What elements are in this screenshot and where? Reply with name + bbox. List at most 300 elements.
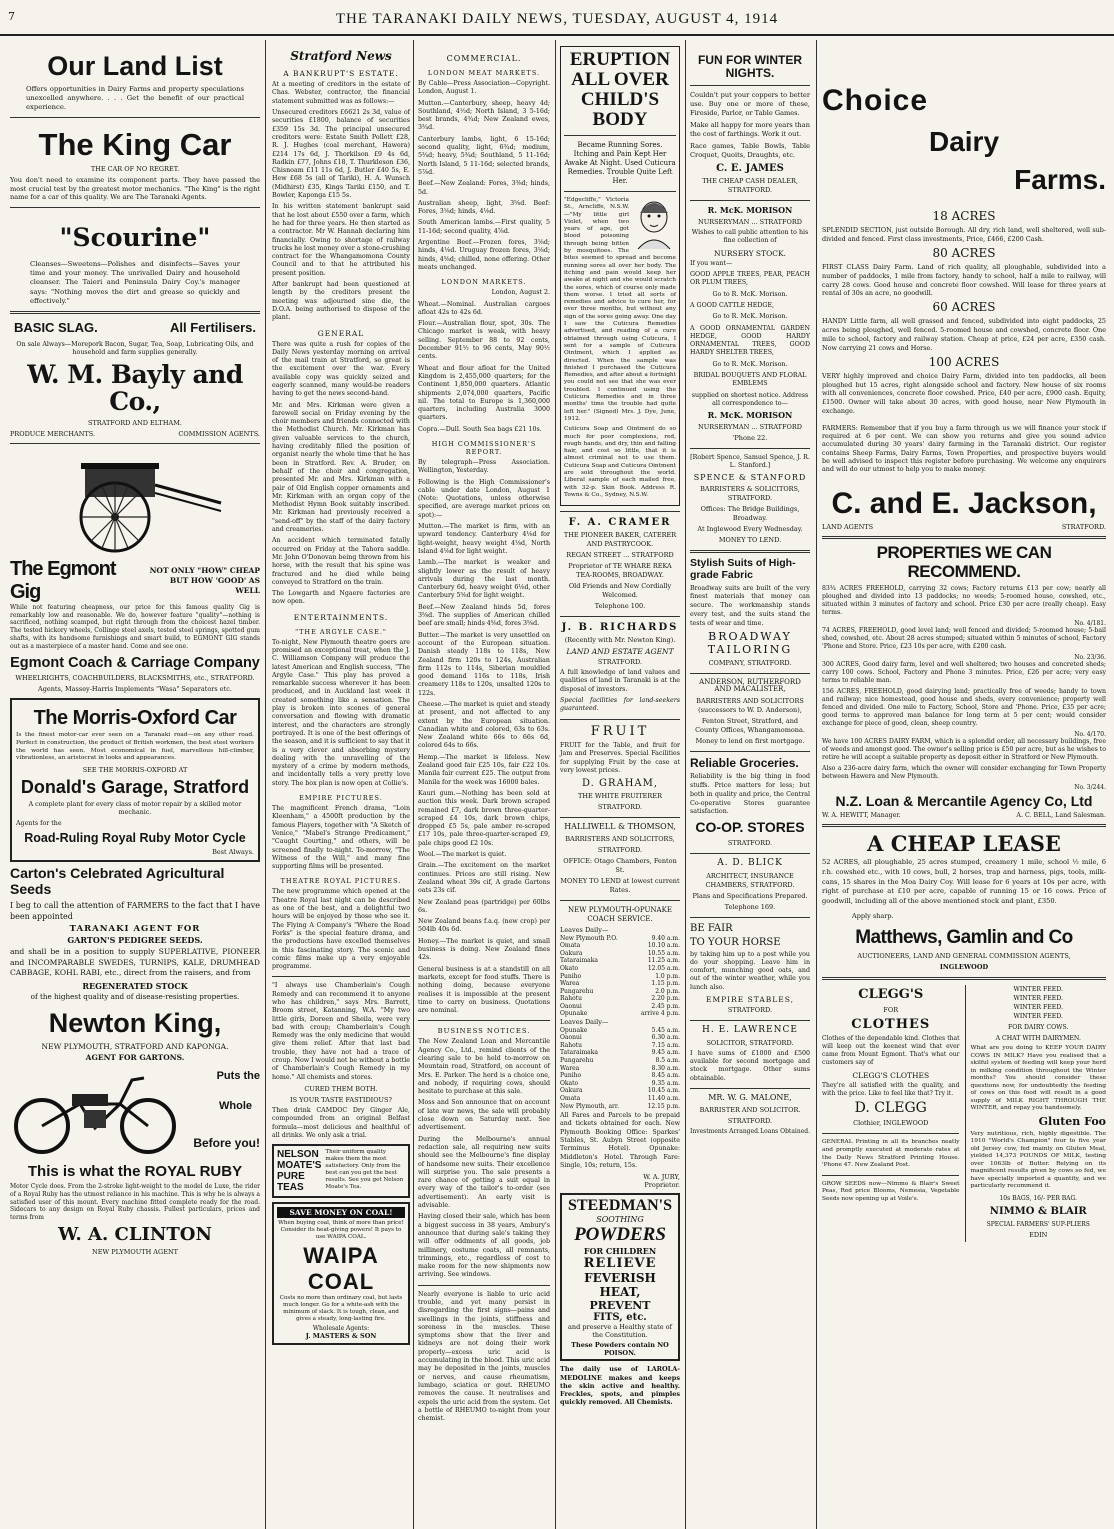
col3-p20: Hemp.—The market is lifeless. New Zealand good fair £25 10s, fair £22 10s. Manila fair current £25. The output from Manila for the week was 16000 bales. xyxy=(418,753,550,786)
scourine-title: "Scourine" xyxy=(59,223,211,253)
coach_rows2-time: 12.15 p.m. xyxy=(647,1102,680,1110)
col3-p14: Following is the High Commissioner's cable under date London, August 1 (Note: Quotations, unless otherwise specified, are average market prices on spot):— xyxy=(418,478,550,519)
halliwell-office: OFFICE: Otago Chambers, Fenton St. xyxy=(563,856,677,874)
coach_rows1-time: 2.0 p.m. xyxy=(655,987,680,995)
clinton-title: W. A. CLINTON xyxy=(58,1224,212,1246)
fruit-title: FRUIT xyxy=(590,723,650,739)
royal-ruby-title: This is what the ROYAL RUBY xyxy=(27,1162,243,1180)
carton-title: Carton's Celebrated Agricultural Seeds xyxy=(10,865,225,897)
coach_rows1-row xyxy=(560,988,680,996)
coach_rows1-stop: Oakura xyxy=(560,949,583,957)
coach_rows2-row xyxy=(560,1034,680,1042)
winter-sub: FOR DAIRY COWS. xyxy=(1007,1024,1069,1032)
newton-title: Newton King, xyxy=(48,1007,222,1038)
col3-p24: New Zealand peas (partridge) per 60lbs 6s. xyxy=(418,898,550,914)
coach_rows2-stop: Pungarehu xyxy=(560,1057,594,1065)
prop-300: 300 ACRES, Good dairy farm, level and well sheltered; two houses and concreted sheds; carry 100 cows. School, Factory and Phone 3 minutes. Price, £26 per acre; very easy terms to reliable man. xyxy=(822,660,1106,684)
egmont-agents: Agents, Massey-Harris Implements "Wasa" Separators etc. xyxy=(38,685,232,694)
winter-feed-3: WINTER FEED. xyxy=(1013,1004,1063,1012)
spence-sub: BARRISTERS & SOLICITORS, STRATFORD. xyxy=(700,485,800,503)
meat-head: LONDON MEAT MARKETS. xyxy=(427,69,541,77)
fun-list: Race games, Table Bowls, Table Croquet, Quoits, Draughts, etc. xyxy=(690,142,810,160)
investments: Investments Arranged. xyxy=(690,1127,760,1135)
cramer-addr: REGAN STREET ... STRATFORD xyxy=(566,551,674,560)
james-sub: THE CHEAP CASH DEALER, STRATFORD. xyxy=(702,177,798,195)
fertilisers-label: All Fertilisers. xyxy=(170,320,256,336)
puts-text: Puts the xyxy=(216,1069,260,1082)
coach-leave2: Leaves Daily— xyxy=(560,1018,609,1027)
grow-seeds: GROW SEEDS now—Nimmo & Blair's Sweet Peas, Red price Blooms, Nemesia, Vegetable Seeds now opening up at Voile's. xyxy=(822,1180,960,1202)
waipa-title: WAIPA COAL xyxy=(303,1243,379,1295)
spence-office: Offices: The Bridge Buildings, Broadway. xyxy=(700,505,800,523)
wholesale: Wholesale Agents: xyxy=(312,1325,370,1333)
graham-title: D. GRAHAM, xyxy=(581,778,659,790)
loans: Loans Obtained. xyxy=(760,1127,810,1135)
graham-town: STRATFORD. xyxy=(597,803,643,812)
coach_rows1-time: 10.10 a.m. xyxy=(647,942,680,950)
spence-at: At Inglewood Every Wednesday. xyxy=(697,525,803,534)
acres-18-body: SPLENDID SECTION, just outside Borough. All dry, rich land, well sheltered, well sub-divided and fenced. First class investments, Price, £466, £200 Cash. xyxy=(822,226,1106,243)
acres-60-body: HANDY Little farm, all well grassed and fenced, subdivided into eight paddocks, 25 acres being ploughed, well fenced. 5-roomed house and cowshed, concrete floor. One mile to school, factory and railway station. Cheap at price, £24 per acre, £350 cash. Now carrying 21 cows and Horse. xyxy=(822,317,1106,352)
general-printing: GENERAL Printing in all its branches neatly and promptly executed at moderate rates at the Daily News Stratford Printing House. 'Phone 47. New Zealand Post. xyxy=(822,1139,960,1169)
carton-regen: REGENERATED STOCK xyxy=(82,980,188,991)
coach_rows2-time: 7.15 a.m. xyxy=(651,1041,680,1049)
reliable-title: Reliable Groceries. xyxy=(690,756,799,771)
clegg-body: Clothes of the dependable kind. Clothes that will keep out the keenest wind that ever came from Mount Egmont. That's what our customers say of xyxy=(822,1034,960,1067)
steedman-heat: HEAT, xyxy=(599,1285,641,1300)
coach_rows2-stop: Omata xyxy=(560,1095,581,1102)
fair-body: by taking him up to a post while you do your shopping. Leave him in comfort, munching good oats, and out of the winter weather, while you lunch also. xyxy=(690,950,810,991)
coach_rows2-row xyxy=(560,1049,680,1057)
col2-p4: After bankrupt had been questioned at length by the creditors present the meeting was adjourned sine die, the D.O.A. being authorised to dispose of the plant. xyxy=(272,281,410,322)
coach_rows1-stop: Opunake xyxy=(560,1010,588,1018)
coach_rows1-time: 12.05 a.m. xyxy=(647,964,680,972)
clinton-addr: NEW PLYMOUTH AGENT xyxy=(92,1247,178,1256)
coach_rows1-time: 1.15 p.m. xyxy=(651,980,680,988)
goto-3: Go to R. McK. Morison. xyxy=(712,360,788,368)
col3-p10: Flour.—Australian flour, spot, 30s. The Chicago market is weak, with heavy selling. September 88 to 92 cents, December 91½ to 96 cents, May 90½ cents. xyxy=(418,320,550,361)
jackson-stratford: STRATFORD. xyxy=(1061,523,1106,532)
empire-head: EMPIRE PICTURES. xyxy=(299,794,383,803)
column-4 xyxy=(556,40,684,1525)
loan-row xyxy=(822,812,1106,819)
column-1 xyxy=(6,40,264,1525)
blick-sub: ARCHITECT, INSURANCE CHAMBERS, STRATFORD. xyxy=(705,871,795,889)
want6: supplied on shortest notice. Address all correspondence to— xyxy=(691,391,809,407)
coach_rows1-time: 9.40 a.m. xyxy=(651,934,680,942)
col2-p7: An accident which terminated fatally occurred on Friday at the Tahora saddle. Mr. John O'Donovan being thrown from his horse, with the result that his spine was fractured and he died while being conveyed to Stratford on the train. xyxy=(272,537,410,586)
coach_rows1-row xyxy=(560,950,680,958)
coach_rows1-stop: Pungarehu xyxy=(560,987,594,995)
col3-p12: Copra.—Dull. South Sea bags £21 10s. xyxy=(418,425,542,433)
goto-2: Go to R. McK. Morison. xyxy=(712,313,788,321)
col2-p5: There was quite a rush for copies of the Daily News yesterday morning on arrival of the mail train at Stratford, so great is the excitement over the war. Every available copy was quickly seized and eagerly scanned, many would-be readers having to get the news second-hand. xyxy=(272,340,410,398)
king-car-sub: THE CAR OF NO REGRET. xyxy=(90,164,180,173)
farms-title: Farms. xyxy=(1014,164,1106,195)
coach_rows1-time: arrive 4 p.m. xyxy=(640,1010,680,1018)
coach_rows2-time: 8.45 a.m. xyxy=(651,1072,680,1080)
blick-tel: Telephone 169. xyxy=(724,902,776,911)
col3-p13: By telegraph—Press Association. Wellington, Yesterday. xyxy=(418,458,550,475)
malone-sub: BARRISTER AND SOLICITOR. xyxy=(699,1105,801,1114)
coach_rows1-row xyxy=(560,957,680,965)
col2-p2: Unsecured creditors £6621 2s 3d, value of securities £1800, balance of securities £359 15s 3d. The principal unsecured creditors were: Estate Smith Pollett £28, R. J. Hughes (coal merchant, Hawera) £214 17s 6d, J. Thorkilson £9 4s 6d, Radkin £77, Johns £18, T. Thurkleson £36, Chisnoam £11 11s 6d, J. Butler £40 5s, E. Hew £68 5s (all of Tariki), H. A. Wunsch (Midhirst) £35, Kings Tariki £150, and T. Bowler, Kaponga £15 5s. xyxy=(272,109,410,200)
eruption-body: "Edgecliffe," Victoria St., Arncliffe, N.S.W.—"My little girl Violet, when two years of age, got blood poisoning through being bitten by mosquitoes. The bites seemed to spread and become running sores all over her body. The itching and pain would keep her awake at night and she would scratch the sores, which of course only made them worse. I tried all sorts of remedies and advice to cure her, for over three months, but without any sign of the sores going away. One day I saw the Cuticura Remedies advertised, and reading of a cure obtained through using Cuticura, I sent for a sample of Cuticura Ointment, which I applied as directed. When the sample was finished I purchased the Cuticura Remedies, and after about a fortnight you could not see that she was ever troubled. I continued using the Cuticura Remedies and in three months' time the trouble had quite left her." (Signed) Mrs. J. Dye, June, 1912. xyxy=(564,197,676,422)
coach-leave: Leaves Daily— xyxy=(560,925,609,934)
morison-phone: 'Phone 22. xyxy=(732,434,768,443)
business-head: BUSINESS NOTICES. xyxy=(437,1027,531,1036)
fair-title2: TO YOUR HORSE xyxy=(690,936,781,948)
land-list-body: Offers opportunities in Dairy Farms and property speculations unexcelled anywhere. . . . Get the benefit of our practical experience. xyxy=(26,84,244,111)
col3-p18: Butter.—The market is very unsettled on account of the European situation. Danish steady 118s to 118s, New Zealand firm 120s to 124s, Australian firm 112s to 114s, Siberian mouldled good demand 116s to 118s, Irish creamery 118s to 120s, unsalted 120s to 122s. xyxy=(418,631,550,697)
slag-body: On sale Always—Morepork Bacon, Sugar, Tea, Soap, Lubricating Oils, and household and farm supplies generally. xyxy=(16,341,254,357)
commercial-head: COMMERCIAL. xyxy=(446,54,522,63)
masthead-title: THE TARANAKI DAILY NEWS, TUESDAY, AUGUST 4, 1914 xyxy=(335,11,779,27)
coach_rows2-stop: Oakura xyxy=(560,1087,583,1095)
column-5 xyxy=(686,40,814,1525)
ruby-line: Road-Ruling Royal Ruby Motor Cycle xyxy=(24,830,246,845)
newton-sub: NEW PLYMOUTH, STRATFORD AND KAPONGA. xyxy=(41,1041,229,1051)
prop-other: We have 100 ACRES DAIRY FARM, which is a splendid order, all necessary buildings, free of weeds and amongst good. The owner's selling price is £50 per acre, but as he wishes to retire he will accept a suitable property as deposit either in Stratford or New Plymouth. xyxy=(822,737,1106,761)
want1: If you want— xyxy=(690,259,733,267)
coach_rows2-row xyxy=(560,1095,680,1103)
column-6 xyxy=(818,40,1110,1525)
col3-p28: The New Zealand Loan and Mercantile Agency Co., Ltd., remind clients of the clearing sale to be held to-morrow on Mountain road, Stratford, on account of Mrs. E. Parker. The herd is a choice one, and nobody, if requiring cows, should hesitate to purchase at this sale. xyxy=(418,1038,550,1096)
save-body: When buying coal, think of more than price! Consider its heat-giving powers! It pays to use WAIPA COAL. xyxy=(278,1220,404,1241)
broadway-title: BROADWAY TAILORING xyxy=(707,630,793,656)
coach_rows1-stop: Okato xyxy=(560,964,579,972)
want3: A GOOD CATTLE HEDGE, xyxy=(690,301,775,309)
richards-town: STRATFORD. xyxy=(597,658,643,667)
newton-agent: AGENT FOR GARTONS. xyxy=(85,1052,185,1062)
coach_rows2-time: 10.45 a.m. xyxy=(647,1087,680,1095)
steedman-relieve: RELIEVE xyxy=(583,1256,657,1272)
stylish-body: Broadway suits are built of the very finest materials that money can secure. The workmanship stands every test, and the suits stand the tests of wear and time. xyxy=(690,584,810,627)
apply-sharp: Apply sharp. xyxy=(852,912,894,921)
coach_rows2-row xyxy=(560,1027,680,1035)
lawrence-title: H. E. LAWRENCE xyxy=(702,1024,798,1035)
bell: A. C. BELL, Land Salesman. xyxy=(1016,812,1106,820)
prop-other2-no: No. 3/244. xyxy=(1074,783,1106,791)
bayly-title: W. M. Bayly and Co., xyxy=(27,359,243,417)
coach_rows2-row xyxy=(560,1057,680,1065)
col3-p3: Canterbury lambs, light, 6 15-16d; second quality, light, 6¾d; medium, 5¾d; heavy, 5¾d; Southland, 5 11-16d; North Island, 5 11-16d; selected brands, 5⅞d. xyxy=(418,135,550,176)
land-agents: LAND AGENTS xyxy=(822,523,874,532)
coach_rows1-row xyxy=(560,980,680,988)
morris-see: SEE THE MORRIS-OXFORD AT xyxy=(82,765,188,774)
graham-sub: THE WHITE FRUITERER xyxy=(578,792,662,801)
col2-p3: In his written statement bankrupt said that he lost about £550 over a farm, which he had for three years. He then started as a contractor. Mr W. Hannah declaring him financially. Owing to shortage of railway trucks he lost money over a stone-crushing contract for the Whangamomona County Council and to that he attributed his present position. xyxy=(272,203,410,277)
malone-town: STRATFORD. xyxy=(727,1116,773,1125)
col3-p29: Moss and Son announce that on account of late war news, the sale will probably close down on Saturday next. See advertisement. xyxy=(418,1099,550,1132)
col2-p10: The magnificent French drama, "Loin Kleenham," a 4500ft production by the famous Players, together with "A Sketch of Venice," "Mabel's Strange Predicament," "Caught Courting," and others, will be screened finally to-night. To-morrow, "The Witness of the Will," and many fine supporting films will be presented. xyxy=(272,805,410,871)
col3-p7: Argentine Beef.—Frozen fores, 3⅛d; hinds, 4⅛d. Uruguay frozen fores, 3⅛d; hinds, 4⅝d; chilled, none offering. Other meats unchanged. xyxy=(418,239,550,271)
produce-merchants: PRODUCE MERCHANTS. xyxy=(10,429,96,438)
winter-chat: A CHAT WITH DAIRYMEN. xyxy=(995,1035,1081,1043)
farmers-body: FARMERS: Remember that if you buy a farm through us we will finance your stock if required at 6 per cent. We can show you returns and give you sound advice accumulated during 30 years' dairy farming in the Taranaki district. Our register contains Sheep Farms, Dairy Farms, Town Properties, and prospective buyers would be well advised to inspect this register before purchasing. We welcome any enquirers and will do our utmost to help you to make money. xyxy=(822,423,1106,474)
winter-body: What are you doing to KEEP YOUR DAIRY COWS IN MILK? Have you realised that a skilful system of feeding will keep your herd in milking condition throughout the Winter months? You should consider these questions now, for undoubtedly the feeding of cows on this food will result in a good supply of MILK RIGHT THROUGH THE WINTER, and repay you handsomely. xyxy=(970,1045,1106,1112)
save-coal: SAVE MONEY ON COAL! xyxy=(277,1207,405,1218)
prop-74: 74 ACRES, FREEHOLD, good level land; well fenced and divided; 5-roomed house; 5-bail shed, cowshed, etc. About 28 acres stumped; situated within 5 minutes of school, Factory 'Phone and Store. Price, £23 10s per acre, with £200 cash. xyxy=(822,626,1106,650)
coach_rows1-stop: New Plymouth P.O. xyxy=(560,934,618,942)
argyle-head: "THE ARGYLE CASE." xyxy=(295,627,387,636)
basic-slag-label: BASIC SLAG. xyxy=(14,320,98,336)
col3-p2: Mutton.—Canterbury, sheep, heavy 4d; Southland, 4½d; North Island, 3 5-16d; best brands, 4¾d; New Zealand ewes, 3¾d. xyxy=(418,99,550,132)
acres-60: 60 ACRES xyxy=(932,300,996,315)
malone-title: MR. W. G. MALONE, xyxy=(708,1093,792,1103)
matthews-sub: AUCTIONEERS, LAND AND GENERAL COMMISSION AGENTS, xyxy=(857,952,1071,961)
gig-heading xyxy=(10,558,260,604)
col3-p17: Beef.—New Zealand hinds 5d, fores 3⅝d. The supplies of American chilled beef are small; hinds 4⅝d, fores 3⅝d. xyxy=(418,603,550,628)
coach_rows2-row xyxy=(560,1103,680,1111)
eruption-title: ERUPTION ALL OVER CHILD'S BODY xyxy=(569,49,671,130)
high-comm-head: HIGH COMMISSIONER'S REPORT. xyxy=(431,439,537,456)
motorcycle-illustration xyxy=(10,1066,180,1156)
land-list-title: Our Land List xyxy=(47,51,223,81)
cramer-sub: THE PIONEER BAKER, CATERER AND PASTRYCOOK. xyxy=(563,531,677,549)
nursery-stock: NURSERY STOCK. xyxy=(714,248,786,258)
malone-row xyxy=(690,1128,810,1135)
col3-p16: Lamb.—The market is weaker and slightly lower as the result of heavy arrivals during the last month. Canterbury 6d, heavy weight 6⅛d, other Canterbury 5⅝d for light weight. xyxy=(418,559,550,600)
bankrupt-head: A BANKRUPT'S ESTATE. xyxy=(283,69,399,79)
nursery-line: NURSERYMAN ... STRATFORD xyxy=(698,218,802,227)
royal-head: THEATRE ROYAL PICTURES. xyxy=(280,877,402,886)
jackson-row xyxy=(822,523,1106,531)
prop-156-no: No. 4/170. xyxy=(1074,730,1106,738)
richards-special: Special facilities for land-seekers guaranteed. xyxy=(560,697,680,713)
whole-text: Whole xyxy=(219,1099,252,1112)
general-head: GENERAL xyxy=(317,328,365,338)
richards-land: LAND AND ESTATE AGENT xyxy=(566,647,674,657)
coach_rows1-time: 1.0 p.m. xyxy=(655,972,680,980)
clegg-body2: They're all satisfied with the quality, and with the price. Like to feel like that? Try it. xyxy=(822,1081,960,1097)
coach-body: All Fares and Parcels to be prepaid and tickets obtained for each. New Plymouth Booking Office: Sparkes' Stables, St. Aubyn Street (opposite Terminus Hotel). Opunake: Middleton's Hotel. Through Fare: Single, 10s; return, 15s. xyxy=(560,1112,680,1169)
col2-p13: Then drink CAMDOC Dry Ginger Ale, compounded from an original Belfast formula—most delicious and healthful of all drinks. We only ask a trial. xyxy=(272,1106,410,1139)
morris-donald-box xyxy=(10,698,260,862)
want5: BRIDAL BOUQUETS AND FLORAL EMBLEMS xyxy=(693,372,807,388)
jury-sub: Proprietor. xyxy=(644,1181,680,1190)
col3-p15: Mutton.—The market is firm, with an upward tendency. Canterbury 4⅛d for light-weight, heavy weight 4⅛d, North Island 4⅛d for light weight. xyxy=(418,523,550,555)
broadway-co: COMPANY, STRATFORD. xyxy=(708,658,792,667)
column-2 xyxy=(268,40,414,1525)
eruption-body2: Cuticura Soap and Ointment do so much for poor complexions, red, rough hands, and dry, thin and falling hair, and cost so little, that it is almost criminal not to use them. Cuticura Soap and Cuticura Ointment are sold throughout the world. Liberal sample of each mailed free, with 32-p. Skin Book. Address R. Towns & Co., Sydney, N.S.W. xyxy=(564,426,676,498)
dclegg-title: D. CLEGG xyxy=(854,1100,927,1117)
clegg-clothes: CLOTHES xyxy=(851,1016,931,1032)
bayly-sub: STRATFORD AND ELTHAM. xyxy=(88,418,182,427)
gluten-price: 10s BAGS, 16/- PER BAG. xyxy=(999,1194,1077,1202)
carton-body2: and shall be in a position to supply SUPERLATIVE, PIONEER and INCOMPARABLE SWEDES, TURNIPS, KALE, DRUMHEAD CABBAGE, KOHL RABI, etc., direct from the raisers, and from xyxy=(10,947,260,978)
acres-18: 18 ACRES xyxy=(932,209,996,223)
cramer-title: F. A. CRAMER xyxy=(568,517,672,529)
coach_rows1-time: 2.45 p.m. xyxy=(651,1002,680,1010)
slag-row xyxy=(14,320,256,335)
empire-stables: EMPIRE STABLES, xyxy=(705,994,795,1004)
col3-p26: Honey.—The market is quiet, and small business is doing. New Zealand fines 42s. xyxy=(418,937,550,962)
choice-title: Choice xyxy=(822,84,929,117)
col2-p1: At a meeting of creditors in the estate of Chas. Webster, contractor, the financial statement submitted was as follows:— xyxy=(272,81,410,105)
col3-p31: Having closed their sale, which has been a biggest success in 38 years, Ambury's announce that during sale's taking they will offer oddments of all goods, job millinery, costume coats, all remnants, trimmings, etc., regardless of cost to make room for the new shipments now arriving. See windows. xyxy=(418,1213,550,1279)
nelson-title: NELSON MOATE'S PURE TEAS xyxy=(277,1149,322,1194)
halliwell-money: MONEY TO LEND at lowest current Rates. xyxy=(560,876,680,894)
column-3 xyxy=(414,40,554,1525)
loan-title: N.Z. Loan & Mercantile Agency Co, Ltd xyxy=(835,792,1093,809)
fair-title: BE FAIR xyxy=(690,922,733,934)
prop-83: 83¾ ACRES FREEHOLD, carrying 32 cows; Factory returns £13 per cow; nearly all ploughed and divided into 13 paddocks; no weeds; 5-roomed house, cowshed, etc., situated within 3 minutes of factory and school. Price £30 per acre (really cheap). Easy terms. xyxy=(822,584,1106,616)
child-portrait xyxy=(632,197,676,249)
bayly-row xyxy=(10,430,260,438)
coach_rows1-row xyxy=(560,935,680,943)
entertainments-head: ENTERTAINMENTS. xyxy=(293,612,389,622)
steedman-poison: These Powders contain NO POISON. xyxy=(571,1341,669,1358)
cuticura-ad xyxy=(560,46,680,506)
waipa-ad xyxy=(272,1202,410,1345)
gig-line2: BUT HOW 'GOOD' AS WELL xyxy=(169,575,260,595)
coach_rows1-stop: Tataraimaka xyxy=(560,957,598,965)
coach_rows2-stop: Opunake xyxy=(560,1026,588,1034)
gig-line1: NOT ONLY "HOW" CHEAP xyxy=(149,565,260,575)
coach_rows2-stop: New Plymouth, arr. xyxy=(560,1102,620,1110)
richards-title: J. B. RICHARDS xyxy=(561,622,679,634)
anderson-sub: BARRISTERS AND SOLICITORS (successors to W. D. Anderson), xyxy=(696,697,804,715)
want4: A GOOD ORNAMENTAL GARDEN HEDGE, GOOD HARDY ORNAMENTAL TREES, GOOD HARDY SHELTER TREES, xyxy=(690,324,810,357)
col3-p5: Australian sheep, light, 3⅝d. Beef: Fores, 3⅛d; hinds, 4⅛d. xyxy=(418,199,550,216)
col3-p23: Grain.—The excitement on the market continues. Prices are still rising. New Zealand wheat 39s cif, A grade Gartons oats 23s cif. xyxy=(418,862,550,895)
fruit-body: FRUIT for the Table, and fruit for Jam and Preserves. Special Facilities for supplying Fruit by the case at very lowest prices. xyxy=(560,741,680,774)
winter-feed-1: WINTER FEED. xyxy=(1013,986,1063,994)
halliwell-sub: BARRISTERS AND SOLICITORS, xyxy=(565,834,675,843)
page-number: 7 xyxy=(8,10,15,23)
dairy-title: Dairy xyxy=(928,126,1000,157)
james-title: C. E. JAMES xyxy=(716,163,784,175)
acres-100: 100 ACRES xyxy=(928,354,1000,369)
donald-agents: Agents for the xyxy=(16,820,62,828)
spence-money: MONEY TO LEND. xyxy=(718,536,782,545)
coach_rows2-stop: Puniho xyxy=(560,1072,582,1080)
coach_rows1-row xyxy=(560,1010,680,1018)
bottom-ads xyxy=(822,985,1106,1242)
donald-body: A complete plant for every class of motor repair by a skilled motor mechanic. xyxy=(28,800,242,816)
donald-title: Donald's Garage, Stratford xyxy=(20,776,250,797)
morison-title: R. McK. MORISON xyxy=(707,205,793,216)
coach_rows1-time: 11.25 a.m. xyxy=(647,957,680,965)
empire-town: STRATFORD. xyxy=(727,1005,773,1014)
gluten-title: Gluten Foo xyxy=(1038,1114,1106,1128)
col2-p9: To-night, New Plymouth theatre goers are promised an exceptional treat, when the J. C. Williamson Company will produce the latest American and English success, "The Argyle Case." This play has proved a remarkable success wherever it has been produced, and in Auckland last week it created something like a sensation. The play is broken into scenes of general conversation and flowing with dramatic interest, and the characters are strongly portrayed. It is one of the best offerings of the season, and it is sufficient to say that it is a very clever and absorbing mystery dealing with the unravelling of the mystery of a crime by modern methods, and incidentally tells a very pretty love story. The box plan is now open at Collie's. xyxy=(272,638,410,787)
coach_rows1-row xyxy=(560,995,680,1003)
ruby-body: Motor Cycle does. From the 2-stroke light-weight to the model de Luxe, the rider of a Royal Ruby has the utmost reliance in his machine. This is why he is always a satisfied user of this mount. Every machine fitted complete ready for the road. Sidecars to any design on Royal Ruby chassis. Fullest particulars, prices and terms from xyxy=(10,1183,260,1222)
steedman-for: FOR CHILDREN xyxy=(583,1246,657,1257)
prop-156: 156 ACRES, FREEHOLD, good dairying land; practically free of weeds; handy to town and railway; nice homestead, good house and sheds, every convenience; property well fenced and divided. One mile to Factory, School, Store and 'Phone. Price, £35 per acre; good terms to approved man balance for long term at 5 per cent; would consider exchange for piece of good, clean, sheep country. xyxy=(822,687,1106,727)
coach_rows1-stop: Rahotu xyxy=(560,995,582,1003)
coach_rows2-row xyxy=(560,1065,680,1073)
nelson-body: Their uniform quality makes them the most satisfactory. Only from the best can you get the best results. See you get Nelson Moate's Tea. xyxy=(325,1149,404,1191)
prop-74-no: No. 23/36. xyxy=(1074,653,1106,661)
matthews-town: INGLEWOOD xyxy=(939,963,989,972)
coach_rows1-row xyxy=(560,973,680,981)
coach_rows2-row xyxy=(560,1087,680,1095)
morison-body: Wishes to call public attention to his fine collection of xyxy=(691,229,809,245)
jackson-title: C. and E. Jackson, xyxy=(831,487,1097,521)
col3-p25: New Zealand beans f.a.q. (new crop) per 504lb 40s 6d. xyxy=(418,918,550,934)
coop-town: STRATFORD. xyxy=(727,838,773,847)
properties-title: PROPERTIES WE CAN RECOMMEND. xyxy=(876,543,1052,582)
cheap-lease-title: A CHEAP LEASE xyxy=(867,831,1061,857)
coach_rows1-stop: Omata xyxy=(560,942,581,950)
winter-feed-4: WINTER FEED. xyxy=(1013,1013,1063,1021)
steedman-soothing: SOOTHING xyxy=(596,1215,644,1225)
col2-p6: Mr. and Mrs. Kirkman were given a farewell social on Friday evening by the choir members and friends connected with the Methodist Church. Mr. Kirkman has given valuable services to the church, having creditably filled the position of organist nearly the whole time that he has been in Stratford. Rev. A. Bruder, on behalf of the choir and congregation, presented Mr. and Mrs. Kirkman with a pair of Old English copper ornaments and Mr. Kirkman with an organ copy of the Methodist Hymn Book suitably inscribed. Mr. Kirkman had previously received a "send-off" by the staff of the dairy factory and creameries. xyxy=(272,401,410,534)
clothier: Clothier, INGLEWOOD xyxy=(853,1119,929,1128)
richards-body: A full knowledge of land values and qualities of land in Taranaki is at the disposal of investors. xyxy=(560,669,680,693)
acres-52: 52 ACRES, all ploughable, 25 acres stumped, creamery 1 mile, school ½ mile, 6 r.h. cowshed etc., with 10 cows, bull, 2 horses, trap and harness, pigs, tools, milk-cans, 15 shares in the Moa Dairy Coy. Will lease for 6 years at 10s per acre, with right of purchase at £10 per acre, capable of running 15 or 16 cows. Price of goodwill, including all of the above mentioned stock and plant, £350. xyxy=(822,858,1106,905)
coach_rows1-row xyxy=(560,965,680,973)
coach_rows1-stop: Puniho xyxy=(560,972,582,980)
col3-p4: Beef.—New Zealand: Fores, 3⅜d; hinds, 5d. xyxy=(418,180,550,196)
london-head: LONDON MARKETS. xyxy=(441,278,527,287)
clegg-for: FOR xyxy=(883,1005,899,1014)
king-car-body: You don't need to examine its component parts. They have passed the most crucial test by the greatest motor mechanics. "The King" is the right name for a car of this quality. We are The Taranaki Agents. xyxy=(10,175,260,202)
fun-title: FUN FOR WINTER NIGHTS. xyxy=(698,53,802,81)
anderson-money: Money to lend on first mortgage. xyxy=(695,737,805,746)
goto-1: Go to R. McK. Morison. xyxy=(712,290,788,298)
morris-title: The Morris-Oxford Car xyxy=(33,707,237,730)
morison-title-2: R. McK. MORISON xyxy=(707,410,793,421)
prop-other2: Also a 236-acre dairy farm, which the owner will consider exchanging for Town Property between Hawera and New Plymouth. xyxy=(822,764,1106,780)
clegg-clothes2: CLEGG'S CLOTHES xyxy=(852,1070,930,1080)
steedman-ad xyxy=(560,1193,680,1361)
matthews-title: Matthews, Gamlin and Co xyxy=(855,927,1073,949)
coach_rows2-stop: Warea xyxy=(560,1064,580,1072)
coach_rows2-time: 8.5 a.m. xyxy=(655,1057,680,1065)
coach_rows2-stop: Okato xyxy=(560,1079,579,1087)
gig-title: The Egmont Gig xyxy=(10,557,116,603)
clegg-ad xyxy=(822,985,959,1242)
larola: The daily use of LAROLA-MEDOLINE makes and keeps the skin active and healthy. Freckles, spots, and pimples quickly removed. All Chemists. xyxy=(560,1365,680,1407)
coach_rows1-row xyxy=(560,942,680,950)
lawrence-sub: SOLICITOR, STRATFORD. xyxy=(706,1038,794,1047)
coach_rows1-stop: Warea xyxy=(560,980,580,988)
coach_rows1-row xyxy=(560,1003,680,1011)
fun-body2: Make all happy for more years than the cost of farthings. Work it out. xyxy=(690,121,810,139)
coach-title: NEW PLYMOUTH-OPUNAKE COACH SERVICE. xyxy=(568,905,672,923)
spence-names: [Robert Spence, Samuel Spence, J. R. L. Stanford.] xyxy=(690,454,810,470)
jury: W. A. JURY, xyxy=(643,1173,680,1182)
carton-body: I beg to call the attention of FARMERS to the fact that I have been appointed xyxy=(10,901,260,922)
col2-p8: The Lowgarth and Ngaere factories are now open. xyxy=(272,590,410,606)
stratford-news-title: Stratford News xyxy=(290,49,392,63)
want2: GOOD APPLE TREES, PEAR, PEACH OR PLUM TREES, xyxy=(690,271,810,287)
coach_rows1-time: 10.55 a.m. xyxy=(647,949,680,957)
steedman-title: STEEDMAN'S xyxy=(567,1197,673,1215)
richards-sub: (Recently with Mr. Newton King). xyxy=(564,636,676,645)
carton-agent: TARANAKI AGENT FOR xyxy=(69,924,201,935)
anderson-title: ANDERSON, RUTHERFORD AND MACALISTER, xyxy=(699,677,801,694)
col3-p30: During the Melbourne's annual redaction sale, all requiring new suits should see the Melbourne's fine display of handsome new suits. Their excellence will surprise you. The sale presents a rare chance of getting a suit equal in every way of the tailor's to-order (see advertisement). An early visit is advisable. xyxy=(418,1135,550,1210)
spence-title: SPENCE & STANFORD xyxy=(693,472,807,482)
nursery-line-2: NURSERYMAN ... STRATFORD xyxy=(698,423,802,432)
winter-feed-2: WINTER FEED. xyxy=(1013,995,1063,1003)
clegg-title: CLEGG'S xyxy=(858,987,924,1003)
gig-illustration xyxy=(45,449,225,554)
egmont-sub: WHEELRIGHTS, COACHBUILDERS, BLACKSMITHS, etc., STRATFORD. xyxy=(15,674,255,683)
nelson-ad xyxy=(272,1144,410,1198)
steedman-fits: FITS, etc. xyxy=(593,1312,647,1324)
cramer-tel: Telephone 100. xyxy=(594,602,646,611)
nimmo-title: NIMMO & BLAIR xyxy=(989,1205,1087,1217)
col3-p6: South American lambs.—First quality, 5 11-16d; second quality, 4⅞d. xyxy=(418,219,550,235)
col3-p1: By Cable—Press Association—Copyright. London, August 1. xyxy=(418,80,550,96)
cured-head: CURED THEM BOTH. xyxy=(304,1084,378,1093)
